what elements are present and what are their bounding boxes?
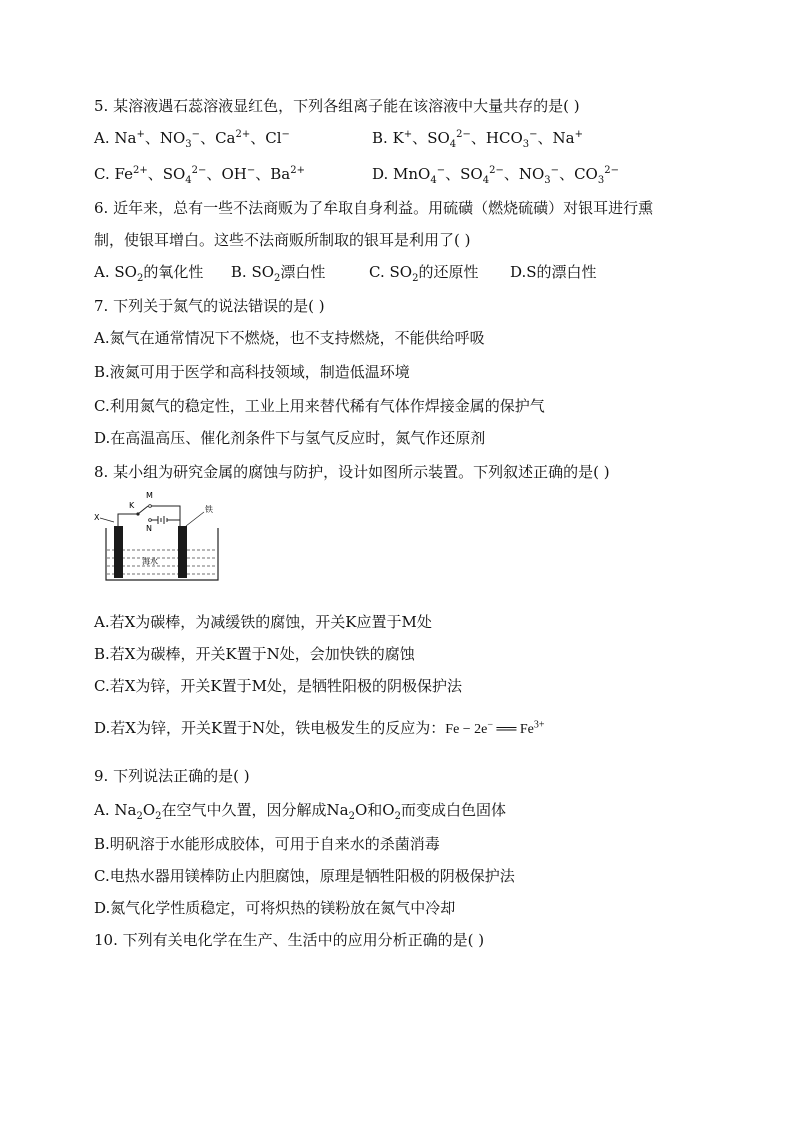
label-seawater: 海水	[142, 557, 158, 566]
q10-stem: 10. 下列有关电化学在生产、生活中的应用分析正确的是( )	[94, 931, 485, 949]
q6-option-c: C. $SO_2$的还原性	[369, 263, 479, 284]
battery-icon	[152, 516, 181, 524]
q7-option-a: A.氮气在通常情况下不燃烧，也不支持燃烧，不能供给呼吸	[94, 329, 485, 347]
switch-k	[138, 506, 148, 514]
q7-option-d: D.在高温高压、催化剂条件下与氢气反应时，氮气作还原剂	[94, 429, 486, 447]
electrode-iron	[178, 526, 187, 578]
q5-option-d: D. MnO$_4$−、$SO_4^{2-}$、$NO_3^-$、$CO_3^{2-}$	[372, 165, 619, 186]
q8-option-b: B.若X为碳棒，开关K置于N处，会加快铁的腐蚀	[94, 645, 415, 663]
label-n: N	[146, 524, 152, 533]
corrosion-apparatus-figure	[92, 488, 228, 584]
label-leader	[100, 518, 114, 522]
q7-option-b: B.液氮可用于医学和高科技领域，制造低温环境	[94, 363, 410, 381]
q6-stem-line2: 制，使银耳增白。这些不法商贩所制取的银耳是利用了( )	[94, 231, 471, 249]
contact-n	[149, 519, 152, 522]
label-x: X	[94, 513, 100, 522]
q7-option-c: C.利用氮气的稳定性，工业上用来替代稀有气体作焊接金属的保护气	[94, 397, 545, 415]
contact-m	[149, 505, 152, 508]
label-iron: 铁	[205, 505, 213, 514]
q9-stem: 9. 下列说法正确的是( )	[94, 767, 250, 785]
q8-option-a: A.若X为碳棒，为减缓铁的腐蚀，开关K应置于M处	[94, 613, 432, 631]
q5-option-c: C. $Fe^{2+}$、$SO_4^{2-}$、OH−、$Ba^{2+}$	[94, 165, 305, 186]
q6-option-d: D.S的漂白性	[510, 263, 597, 281]
q6-option-a: A. $SO_2$的氧化性	[94, 263, 204, 284]
q7-stem: 7. 下列关于氮气的说法错误的是( )	[94, 297, 325, 315]
q5-option-a: A. Na+、$NO_3^-$、$Ca^{2+}$、Cl−	[94, 129, 290, 150]
q8-option-d: D.若X为锌，开关K置于N处，铁电极发生的反应为：Fe − 2e− ══ $Fe^{3+}$	[94, 719, 545, 737]
q6-options	[94, 262, 597, 282]
q6-stem-line1: 6. 近年来，总有一些不法商贩为了牟取自身利益。用硫磺（燃烧硫磺）对银耳进行熏	[94, 199, 654, 217]
q8-option-c: C.若X为锌，开关K置于M处，是牺牲阳极的阴极保护法	[94, 677, 462, 695]
q8-stem: 8. 某小组为研究金属的腐蚀与防护，设计如图所示装置。下列叙述正确的是( )	[94, 463, 610, 481]
electrode-x	[114, 526, 123, 578]
label-k: K	[129, 501, 135, 510]
q9-option-b: B.明矾溶于水能形成胶体，可用于自来水的杀菌消毒	[94, 835, 440, 853]
q6-option-b: B. $SO_2$漂白性	[230, 263, 326, 284]
q5-stem: 5. 某溶液遇石蕊溶液显红色，下列各组离子能在该溶液中大量共存的是( )	[94, 97, 580, 115]
q9-option-a: A. $Na_2O_2$在空气中久置，因分解成$Na_2O$和$O_2$而变成白色固体	[94, 801, 506, 822]
wire-m	[150, 506, 180, 526]
switch-pivot	[136, 512, 139, 515]
wire-x	[118, 514, 138, 526]
q9-option-c: C.电热水器用镁棒防止内胆腐蚀，原理是牺牲阳极的阴极保护法	[94, 867, 515, 885]
label-leader	[186, 512, 204, 526]
label-m: M	[146, 491, 153, 500]
q9-option-d: D.氮气化学性质稳定，可将炽热的镁粉放在氮气中冷却	[94, 899, 456, 917]
q5-option-b: B. K+、$SO_4^{2-}$、$HCO_3^-$、Na+	[372, 129, 584, 150]
